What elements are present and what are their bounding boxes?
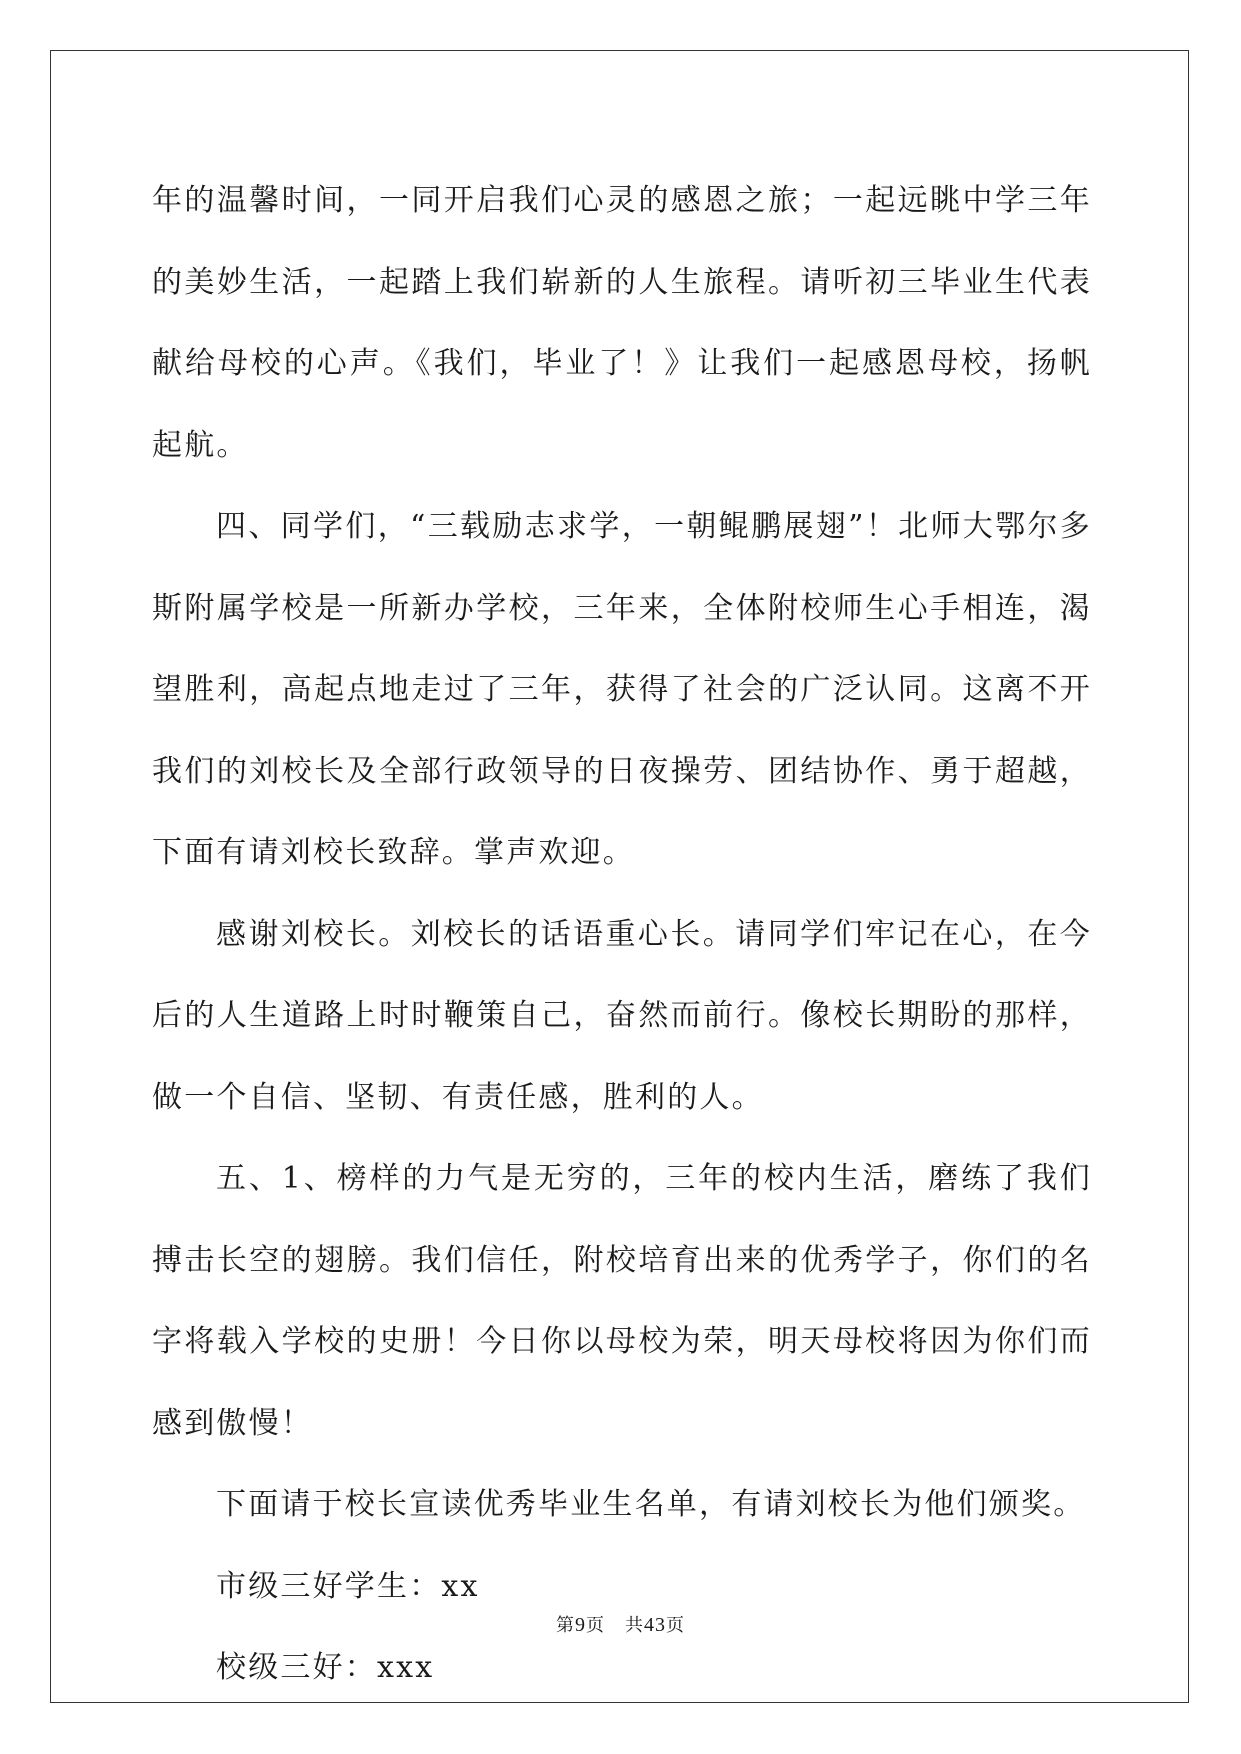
document-body (152, 160, 1092, 1709)
page-number: 9 (575, 1614, 586, 1636)
paragraph-6: 市级三好学生：xx (216, 1568, 480, 1604)
total-prefix: 共 (625, 1615, 644, 1636)
paragraph-1: 年的温馨时间，一同开启我们心灵的感恩之旅；一起远眺中学三年的美妙生活，一起踏上我们崭新的人生旅程。请听初三毕业生代表献给母校的心声。《我们，毕业了！》让我们一起感恩母校，扬帆起航。 (152, 183, 1092, 463)
page-suffix: 页 (586, 1615, 605, 1636)
paragraph-7: 校级三好：xxx (216, 1650, 435, 1685)
total-pages: 43 (644, 1614, 666, 1636)
page-prefix: 第 (556, 1615, 575, 1636)
paragraph-2: 四、同学们，“三载励志求学，一朝鲲鹏展翅”！北师大鄂尔多斯附属学校是一所新办学校，三年来，全体附校师生心手相连，渴望胜利，高起点地走过了三年，获得了社会的广泛认同。这离不开我们的刘校长及全部行政领导的日夜操劳、团结协作、勇于超越，下面有请刘校长致辞。掌声欢迎。 (152, 509, 1092, 870)
total-suffix: 页 (666, 1615, 685, 1636)
paragraph-4: 五、1、榜样的力气是无穷的，三年的校内生活，磨练了我们搏击长空的翅膀。我们信任，附校培育出来的优秀学子，你们的名字将载入学校的史册！今日你以母校为荣，明天母校将因为你们而感到傲慢！ (152, 1161, 1092, 1441)
paragraph-5: 下面请于校长宣读优秀毕业生名单，有请刘校长为他们颁奖。 (216, 1487, 1086, 1522)
page-footer (0, 1611, 1241, 1637)
paragraph-3: 感谢刘校长。刘校长的话语重心长。请同学们牢记在心，在今后的人生道路上时时鞭策自己，奋然而前行。像校长期盼的那样，做一个自信、坚韧、有责任感，胜利的人。 (152, 916, 1092, 1115)
